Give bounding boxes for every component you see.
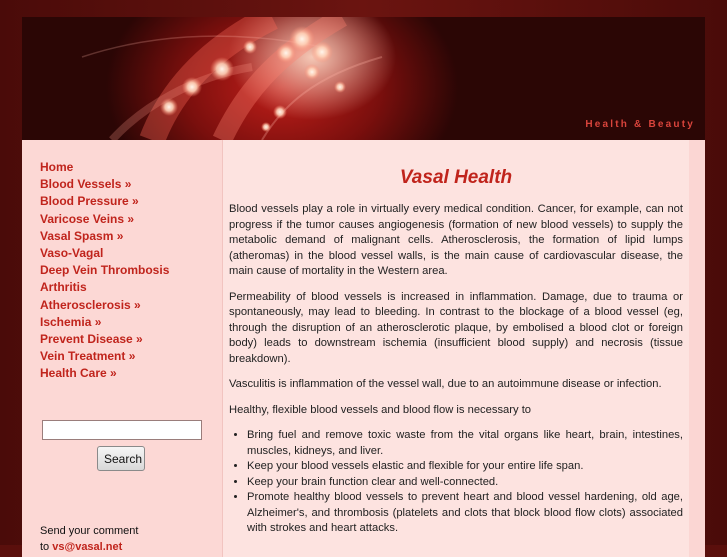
nav-item-home <box>40 156 169 173</box>
comment-text: Send your comment <box>40 525 139 537</box>
site-frame <box>22 17 705 557</box>
search-button[interactable]: Search <box>97 446 145 471</box>
nav-link-prevent-disease[interactable]: Prevent Disease » <box>40 331 143 346</box>
nav-link-home[interactable]: Home <box>40 160 74 174</box>
comment-email-link[interactable]: vs@vasal.net <box>52 541 123 553</box>
nav-link-atherosclerosis[interactable]: Atherosclerosis » <box>40 297 141 312</box>
paragraph: Permeability of blood vessels is increased in inflammation. Damage, due to trauma or spontaneously, may lead to bleeding. In contrast to the blockage of a blood vessel (eg, through the disruption of an atherosclerotic plaque, by embolised a blood clot or foreign body) leads to downstream ischemia (insufficient blood supply) and necrosis (tissue breakdown). <box>229 290 683 365</box>
nav-item-deep-vein-thrombosis <box>40 259 169 276</box>
main-content <box>222 140 689 557</box>
nav-link-ischemia[interactable]: Ischemia » <box>40 314 102 329</box>
list-item: • Promote healthy blood vessels to prevent heart and blood vessel hardening, old age, Alzheimer's, and thrombosis (platelets and clots that block blood flow clots) associated with strokes and heart attacks. <box>247 490 683 537</box>
nav-item-vaso-vagal <box>40 242 169 259</box>
sidebar-nav <box>40 156 169 379</box>
nav-item-arthritis <box>40 276 169 293</box>
nav-link-vaso-vagal[interactable]: Vaso-Vagal <box>40 245 104 260</box>
paragraph: Vasculitis is inflammation of the vessel wall, due to an autoimmune disease or infection. <box>229 378 662 390</box>
nav-link-vasal-spasm[interactable]: Vasal Spasm » <box>40 228 124 243</box>
search-input[interactable] <box>42 420 202 440</box>
article-body <box>229 202 683 537</box>
list-item: • Keep your brain function clear and well-connected. <box>247 475 683 491</box>
nav-item-atherosclerosis <box>40 294 169 311</box>
paragraph: Healthy, flexible blood vessels and blood flow is necessary to <box>229 403 532 416</box>
nav-item-blood-vessels <box>40 173 169 190</box>
nav-item-prevent-disease <box>40 328 169 345</box>
nav-link-deep-vein-thrombosis[interactable]: Deep Vein Thrombosis <box>40 263 170 278</box>
nav-link-health-care[interactable]: Health Care » <box>40 366 117 381</box>
nav-link-vein-treatment[interactable]: Vein Treatment » <box>40 349 136 364</box>
nav-item-varicose-veins <box>40 208 169 225</box>
page-title: Vasal Health <box>399 167 513 188</box>
comment-note <box>40 523 138 555</box>
nav-link-blood-pressure[interactable]: Blood Pressure » <box>40 194 139 209</box>
header-banner <box>22 17 705 140</box>
benefit-list <box>229 428 683 537</box>
nav-link-varicose-veins[interactable]: Varicose Veins » <box>40 211 135 226</box>
nav-item-vasal-spasm <box>40 225 169 242</box>
list-item: • Keep your blood vessels elastic and flexible for your entire life span. <box>247 459 683 475</box>
comment-prefix: to <box>40 541 53 553</box>
nav-item-vein-treatment <box>40 345 169 362</box>
nav-item-health-care <box>40 362 169 379</box>
nav-link-arthritis[interactable]: Arthritis <box>40 280 87 295</box>
paragraph: Blood vessels play a role in virtually every medical condition. Cancer, for example, can not progress if the tumor causes angiogenesis (formation of new blood vessels) to supply the metabolic demand of malignant cells. Atherosclerosis, the formation of lipid lumps (atheromas) in the blood vessel walls, is the main cause of cardiovascular disease, the main cause of mortality in the Western area. <box>229 203 683 277</box>
sidebar <box>22 140 222 557</box>
nav-link-blood-vessels[interactable]: Blood Vessels » <box>40 177 132 192</box>
list-item: • Bring fuel and remove toxic waste from the vital organs like heart, brain, intestines, muscles, kidneys, and liver. <box>247 428 683 459</box>
nav-item-blood-pressure <box>40 190 169 207</box>
comment-email-line <box>40 539 138 555</box>
site-tagline: Health & Beauty <box>585 119 695 130</box>
nav-item-ischemia <box>40 311 169 328</box>
